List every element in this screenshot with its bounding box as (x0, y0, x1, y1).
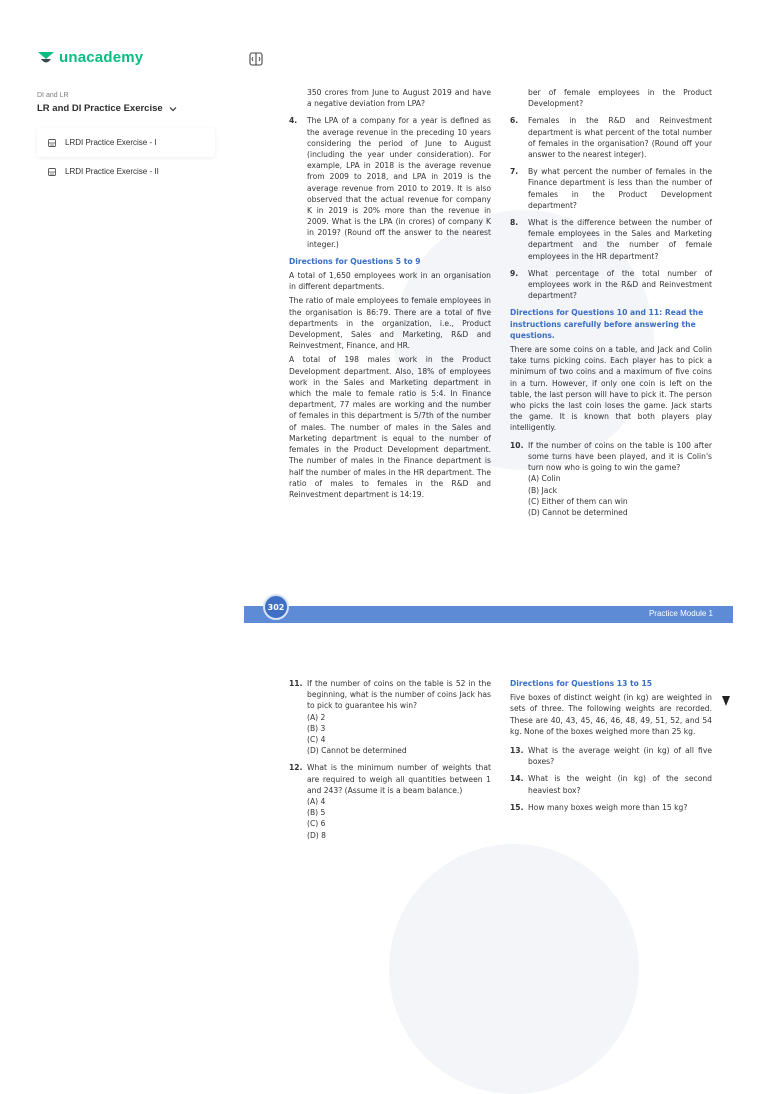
option-a: (A) 4 (307, 797, 326, 807)
lesson-item-1[interactable] (37, 128, 215, 157)
option-c: (C) 4 (307, 735, 326, 745)
pdf-viewer[interactable] (244, 90, 733, 972)
question-14 (510, 773, 712, 795)
question-10 (510, 440, 712, 518)
continued-text: ber of female employees in the Product Development? (528, 88, 712, 109)
option-a: (A) Colin (528, 474, 561, 484)
question-15 (510, 802, 712, 813)
paragraph: The ratio of male employees to female employees in the organisation is 86:79. There are a total of five departments in the organization, i.e., Product Development, Sales and Marketing, R&D and Reinvestment, Finance, and HR. (289, 296, 491, 351)
lesson-label: LRDI Practice Exercise - I (65, 138, 157, 147)
question-number: 13. (510, 746, 524, 756)
question-number: 6. (510, 116, 519, 126)
mouse-cursor-icon (722, 696, 730, 708)
option-a: (A) 2 (307, 712, 326, 722)
paragraph: A total of 198 males work in the Product Development department. Also, 18% of employees work in the Sales and Marketing department in which the male to female ratio is 5:4. In Finance department, 77 males are working and the number of females in this department is 5/7th of the number of males. The number of males in the Sales and Marketing department is equal to the number of females in the Product Development department. The number of males in the Finance department is half the number of males in the HR department. The ratio of males to females in the R&D and Reinvestment department is 14:19. (289, 355, 491, 499)
question-number: 10. (510, 440, 524, 450)
question-13 (510, 745, 712, 767)
question-text: What is the minimum number of weights that are required to weigh all quantities between 1 and 243? (Assume it is a beam balance.) (307, 763, 491, 795)
pdf-page-303 (244, 624, 733, 972)
right-column (510, 87, 712, 524)
question-text: How many boxes weigh more than 15 kg? (528, 802, 688, 812)
question-text: The LPA of a company for a year is defined as the average revenue in the preceding 10 years considering the period of June to August (including the year under consideration). For example, LPA in 2018 is the average revenue from 2009 to 2018, and LPA in 2019 is the average revenue from 2010 to 2019. It is also observed that the actual revenue for company K in 2019 is 20% more than the revenue in 2009. What is the LPA (in crores) of company K in 2019? (Round off the answer to the nearest integer.) (307, 116, 491, 249)
options-list (528, 473, 712, 518)
question-6 (510, 115, 712, 160)
option-c: (C) Either of them can win (528, 496, 628, 506)
question-text: What is the weight (in kg) of the second heaviest box? (528, 774, 712, 795)
question-text: Females in the R&D and Reinvestment department is what percent of the total number of females in the organisation? (Round off your answer to the nearest integer). (528, 116, 712, 160)
option-d: (D) Cannot be determined (528, 507, 628, 517)
question-text: If the number of coins on the table is 52 in the beginning, what is the number of coins Jack has to pick to guarantee his win? (307, 679, 491, 711)
question-number: 9. (510, 268, 519, 278)
breadcrumb[interactable]: DI and LR (37, 92, 69, 99)
question-text: If the number of coins on the table is 100 after some turns have been played, and it is Colin's turn now who is going to win the game? (528, 440, 712, 473)
directions-heading: Directions for Questions 10 and 11: Read the instructions carefully before answering the questions. (510, 308, 704, 340)
option-c: (C) 6 (307, 819, 326, 829)
lesson-list (37, 128, 215, 186)
option-b: (B) 5 (307, 808, 326, 818)
page-number-badge: 302 (263, 594, 289, 620)
question-number: 14. (510, 774, 524, 784)
question-text: What is the average weight (in kg) of all five boxes? (528, 746, 712, 767)
question-text: What is the difference between the number of female employees in the Sales and Marketing department and the number of female employees in the HR department? (528, 218, 712, 261)
course-title-dropdown[interactable] (37, 103, 177, 114)
module-label: Practice Module 1 (648, 609, 713, 618)
question-number: 15. (510, 802, 524, 812)
paragraph: A total of 1,650 employees work in an organisation in different departments. (289, 271, 491, 292)
paragraph: There are some coins on a table, and Jack and Colin take turns picking coins. Each player has to pick a minimum of two coins and a maximum of five coins in a turn. However, if only one coin is left on the table, the last person will have to pick it. The person who picks the last coin loses the game. Jack starts the game. It is known that both players play intelligently. (510, 345, 712, 433)
chevron-down-icon (169, 105, 177, 113)
sidebar-toggle-icon[interactable] (249, 52, 263, 66)
lesson-label: LRDI Practice Exercise - II (65, 167, 159, 176)
course-title-label: LR and DI Practice Exercise (37, 103, 163, 114)
question-12 (289, 762, 491, 840)
continued-text: 350 crores from June to August 2019 and have a negative deviation from LPA? (307, 88, 491, 109)
question-9 (510, 268, 712, 302)
directions-heading: Directions for Questions 5 to 9 (289, 256, 421, 266)
pdf-page-302 (244, 88, 733, 618)
question-11 (289, 678, 491, 756)
left-column (289, 678, 491, 847)
option-b: (B) Jack (528, 485, 558, 495)
option-d: (D) 8 (307, 830, 327, 840)
book-icon (47, 167, 57, 177)
question-text: By what percent the number of females in the Finance department is less than the number of females in the Product Development department? (528, 167, 712, 210)
question-number: 8. (510, 218, 519, 228)
options-list (307, 712, 491, 757)
question-text: What percentage of the total number of employees work in the R&D and Reinvestment department? (528, 268, 712, 301)
question-8 (510, 217, 712, 262)
left-column (289, 87, 491, 503)
option-b: (B) 3 (307, 723, 326, 733)
question-number: 11. (289, 679, 303, 688)
options-list (307, 796, 491, 841)
question-number: 12. (289, 763, 303, 773)
lesson-item-2[interactable] (37, 157, 215, 186)
logo-text: unacademy (59, 49, 144, 66)
unacademy-logo[interactable] (37, 49, 143, 66)
book-icon (47, 138, 57, 148)
option-d: (D) Cannot be determined (307, 746, 407, 756)
right-column (510, 678, 712, 819)
question-7 (510, 166, 712, 211)
watermark-logo (389, 844, 639, 1094)
question-number: 4. (289, 116, 298, 126)
logo-mark-icon (37, 50, 55, 66)
question-4 (289, 115, 491, 249)
directions-heading: Directions for Questions 13 to 15 (510, 679, 653, 688)
paragraph: Five boxes of distinct weight (in kg) are weighted in sets of three. The following weights are recorded. These are 40, 43, 45, 46, 46, 48, 49, 51, 52, and 54 kg. None of the boxes weighed more than 25 kg. (510, 693, 712, 736)
question-number: 7. (510, 167, 519, 177)
